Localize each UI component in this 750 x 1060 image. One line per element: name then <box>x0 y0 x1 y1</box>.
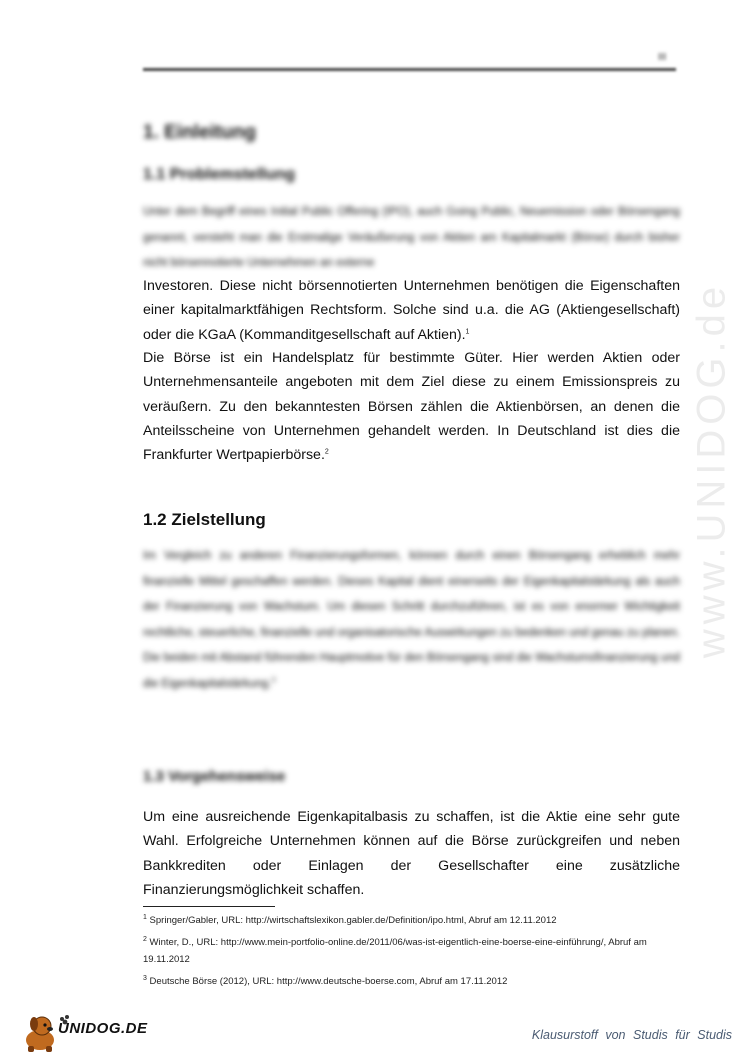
problem-heading: 1.1 Problemstellung <box>143 166 296 183</box>
footnotes <box>143 912 683 995</box>
problem-text-2: Die Börse ist ein Handelsplatz für bestimmte Güter. Hier werden Aktien oder Unternehmensanteile angeboten mit dem Ziel diese zu einem Emissionspreis zu veräußern. Zu den bekanntesten Börsen zählen die Aktienbörsen, an denen die Anteilsscheine von Unternehmen gehandelt werden. In Deutschland ist dies die Frankfurter Wertpapierbörse. <box>143 350 680 464</box>
footnote-ref-1: 1 <box>465 327 470 335</box>
watermark: www.UNIDOG.de <box>689 281 734 659</box>
problem-paragraph-2 <box>143 346 680 467</box>
problem-text-1: Investoren. Diese nicht börsennotierten Unternehmen benötigen die Eigenschaften einer kapitalmarktfähigen Rechtsform. Solche sind u.a. die AG (Aktiengesellschaft) oder die KGaA (Kommanditgesellschaft auf Aktien). <box>143 278 680 343</box>
footnote-ref-3: 3 <box>271 676 276 684</box>
page-number: III <box>658 52 667 63</box>
goal-blurred-paragraph <box>143 544 680 697</box>
logo-text: UNIDOG.DE <box>58 1020 148 1037</box>
header-rule <box>143 68 676 71</box>
goal-blurred-text: Im Vergleich zu anderen Finanzierungsformen, können durch einen Börsengang erheblich mehr finanzielle Mittel geschaffen werden. Dieses Kapital dient einerseits der Eigenkapitalstärkung als auch der Finanzierung von Wachstum. Um diesen Schritt durchzuführen, ist es von enormer Wichtigkeit rechtliche, steuerliche, finanzielle und organisatorische Auswirkungen zu bedenken und genau zu planen. Die beiden mit Abstand führenden Hauptmotive für den Börsengang sind die Wachstumsfinanzierung und die Eigenkapitalstärkung. <box>143 550 680 690</box>
chapter-title: 1. Einleitung <box>143 122 256 143</box>
goal-heading: 1.2 Zielstellung <box>143 510 266 529</box>
footnote-1: $^1$ Springer/Gabler, URL: http://wirtschaftslexikon.gabler.de/Definition/ipo.html, Abruf am 12.11.2012 <box>143 913 557 926</box>
problem-blurred-paragraph: Unter dem Begriff eines Initial Public Offering (IPO), auch Going Public, Neuemission oder Börsengang genannt, versteht man die Erstmalige Veräußerung von Aktien am Kapitalmarkt (Börse) durch bisher nicht börsennotierte Unternehmen an externe <box>143 206 680 269</box>
footnote-ref-2: 2 <box>324 448 329 456</box>
footnote-2: $^2$ Winter, D., URL: http://www.mein-portfolio-online.de/2011/06/was-ist-eigentlich-eine-boerse-eine-einführung/, Abruf am 19.11.2012 <box>143 935 647 965</box>
problem-paragraph-1 <box>143 274 680 347</box>
approach-paragraph: Um eine ausreichende Eigenkapitalbasis zu schaffen, ist die Aktie eine sehr gute Wahl. Erfolgreiche Unternehmen können auf die Börse zurückgreifen und neben Bankkrediten oder Einlagen der Gesellschafter eine zusätzliche Finanzierungsmöglichkeit schaffen. <box>143 809 680 898</box>
approach-heading: 1.3 Vorgehensweise <box>143 768 286 785</box>
footnote-3: $^3$ Deutsche Börse (2012), URL: http://www.deutsche-boerse.com, Abruf am 17.11.2012 <box>143 974 508 987</box>
footer-slogan: Klausurstoff von Studis für Studis <box>531 1028 732 1042</box>
footnote-separator <box>143 906 275 907</box>
